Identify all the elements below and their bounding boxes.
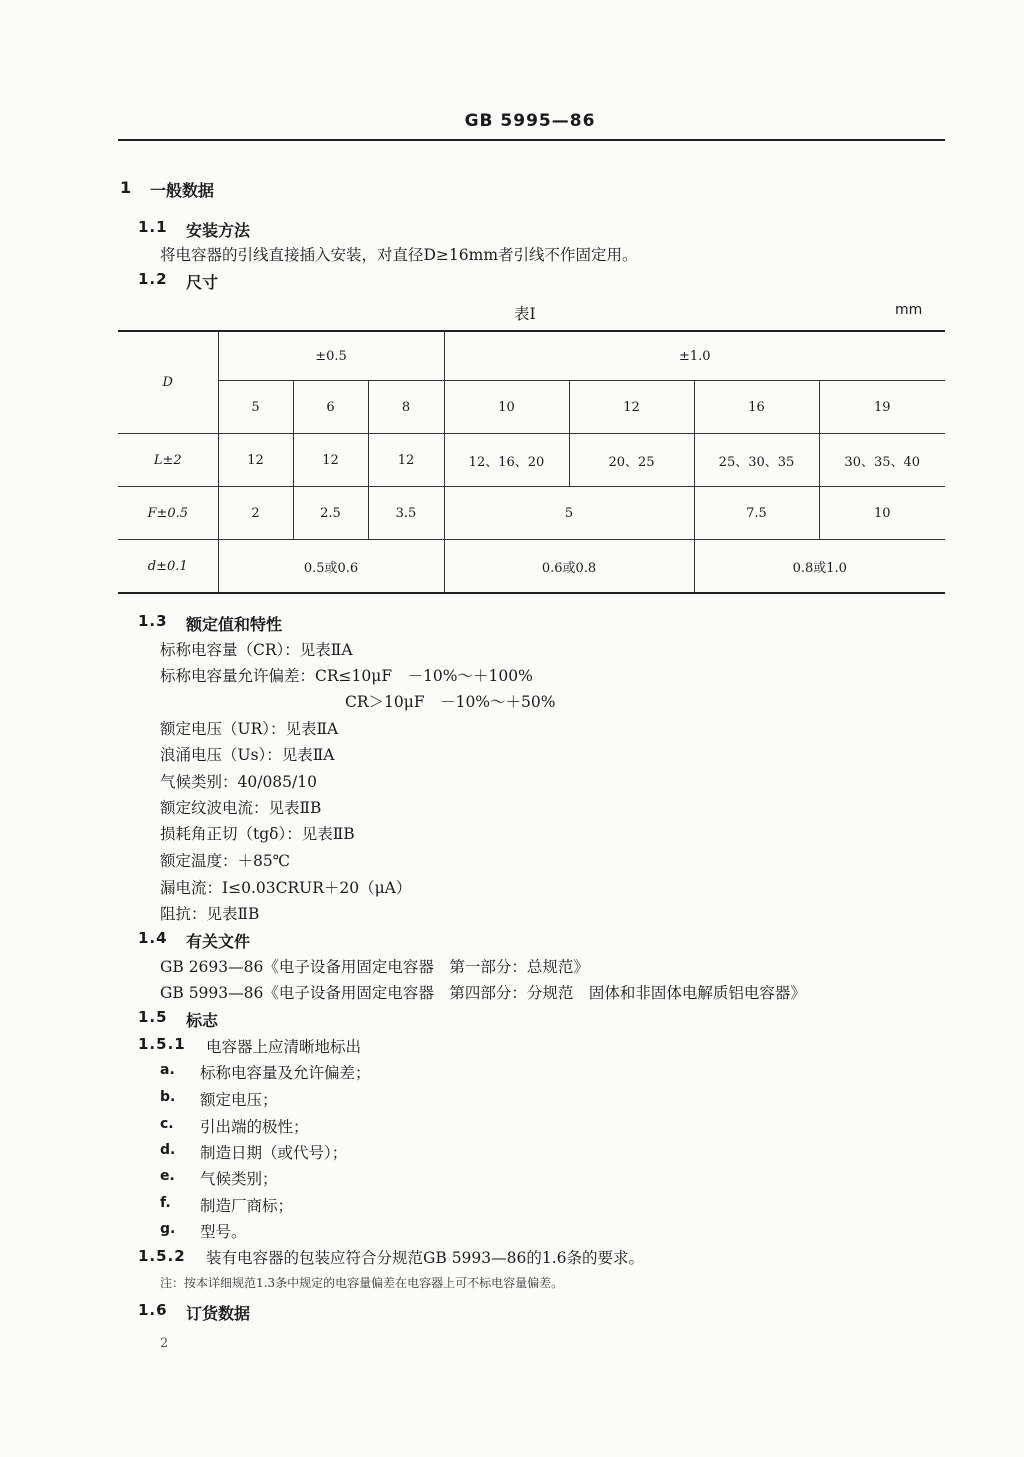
row-label-L: L±2 <box>118 434 218 487</box>
section-1-5-1-number: 1.5.1 <box>138 1035 186 1053</box>
section-1-1-number: 1.1 <box>138 218 168 236</box>
list-item: 制造厂商标； <box>200 1197 294 1215</box>
rating-line: 浪涌电压（Us）：见表ⅡA <box>160 746 335 764</box>
section-1-4-title: 有关文件 <box>186 932 251 951</box>
reference-document: GB 5993—86《电子设备用固定电容器 第四部分：分规范 固体和非固体电解质铝电容器》 <box>160 984 806 1002</box>
list-letter: d. <box>160 1142 176 1158</box>
table-cell: 8 <box>368 381 444 434</box>
section-1-2-number: 1.2 <box>138 270 168 288</box>
table-cell: 19 <box>819 381 945 434</box>
table-cell: 2.5 <box>293 487 368 540</box>
section-1-1-text: 将电容器的引线直接插入安装，对直径D≥16mm者引线不作固定用。 <box>160 246 638 264</box>
table-cell: 0.8或1.0 <box>694 540 945 594</box>
section-1-5-2-text: 装有电容器的包装应符合分规范GB 5993—86的1.6条的要求。 <box>206 1249 645 1267</box>
list-item: 制造日期（或代号）； <box>200 1144 348 1162</box>
list-letter: a. <box>160 1062 175 1078</box>
section-1-3-number: 1.3 <box>138 612 168 630</box>
rating-line: 阻抗：见表ⅡB <box>160 905 260 923</box>
table-cell: 10 <box>444 381 569 434</box>
section-1-1-title: 安装方法 <box>186 221 251 240</box>
rating-line: 额定温度：＋85℃ <box>160 852 291 870</box>
row-label-D: D <box>118 331 218 434</box>
table-cell: 5 <box>218 381 293 434</box>
table-cell: 25、30、35 <box>694 434 819 487</box>
header-rule <box>118 139 945 141</box>
table-cell: 6 <box>293 381 368 434</box>
row-label-d: d±0.1 <box>118 540 218 594</box>
section-1-6-title: 订货数据 <box>186 1304 251 1323</box>
section-1-5-title: 标志 <box>186 1011 219 1030</box>
list-item: 引出端的极性； <box>200 1118 309 1136</box>
table-cell: 3.5 <box>368 487 444 540</box>
section-1-3-title: 额定值和特性 <box>186 615 283 634</box>
table-cell: 20、25 <box>569 434 694 487</box>
table-cell: 7.5 <box>694 487 819 540</box>
table-cell: 12 <box>293 434 368 487</box>
table-cell: 12 <box>218 434 293 487</box>
table-cell: 10 <box>819 487 945 540</box>
list-letter: c. <box>160 1116 174 1132</box>
table-cell: 2 <box>218 487 293 540</box>
tolerance-group-1: ±0.5 <box>218 331 444 381</box>
section-1-5-2-number: 1.5.2 <box>138 1247 186 1265</box>
table-cell: 16 <box>694 381 819 434</box>
rating-line: 标称电容量（CR）：见表ⅡA <box>160 641 353 659</box>
rating-line: CR＞10μF －10%～＋50% <box>345 693 556 711</box>
table-unit: mm <box>895 302 923 318</box>
section-1-number: 1 <box>120 178 132 197</box>
tolerance-group-2: ±1.0 <box>444 331 945 381</box>
dimensions-table <box>118 330 945 594</box>
table-cell: 5 <box>444 487 694 540</box>
section-1-5-number: 1.5 <box>138 1008 168 1026</box>
list-item: 气候类别； <box>200 1170 278 1188</box>
rating-line: 气候类别：40/085/10 <box>160 773 317 791</box>
list-letter: e. <box>160 1168 175 1184</box>
table-cell: 12 <box>368 434 444 487</box>
table-cell: 12 <box>569 381 694 434</box>
list-item: 型号。 <box>200 1223 247 1241</box>
table-cell: 0.5或0.6 <box>218 540 444 594</box>
table-caption: 表I <box>514 305 536 323</box>
table-cell: 12、16、20 <box>444 434 569 487</box>
table-cell: 30、35、40 <box>819 434 945 487</box>
list-letter: f. <box>160 1195 171 1211</box>
rating-line: 额定电压（UR）：见表ⅡA <box>160 720 339 738</box>
rating-line: 标称电容量允许偏差：CR≤10μF －10%～＋100% <box>160 667 533 685</box>
note: 注：按本详细规范1.3条中规定的电容量偏差在电容器上可不标电容量偏差。 <box>160 1276 564 1290</box>
page-number: 2 <box>160 1336 169 1351</box>
list-letter: b. <box>160 1089 176 1105</box>
section-1-6-number: 1.6 <box>138 1301 168 1319</box>
section-1-5-1-title: 电容器上应清晰地标出 <box>206 1038 362 1056</box>
row-label-F: F±0.5 <box>118 487 218 540</box>
section-1-title: 一般数据 <box>150 181 215 200</box>
rating-line: 漏电流：I≤0.03CRUR＋20（μA） <box>160 879 412 897</box>
rating-line: 额定纹波电流：见表ⅡB <box>160 799 322 817</box>
section-1-2-title: 尺寸 <box>186 273 219 292</box>
standard-header: GB 5995—86 <box>464 111 596 131</box>
list-item: 额定电压； <box>200 1091 278 1109</box>
reference-document: GB 2693—86《电子设备用固定电容器 第一部分：总规范》 <box>160 958 589 976</box>
list-letter: g. <box>160 1221 176 1237</box>
table-cell: 0.6或0.8 <box>444 540 694 594</box>
section-1-4-number: 1.4 <box>138 929 168 947</box>
rating-line: 损耗角正切（tgδ）：见表ⅡB <box>160 825 355 843</box>
list-item: 标称电容量及允许偏差； <box>200 1064 371 1082</box>
